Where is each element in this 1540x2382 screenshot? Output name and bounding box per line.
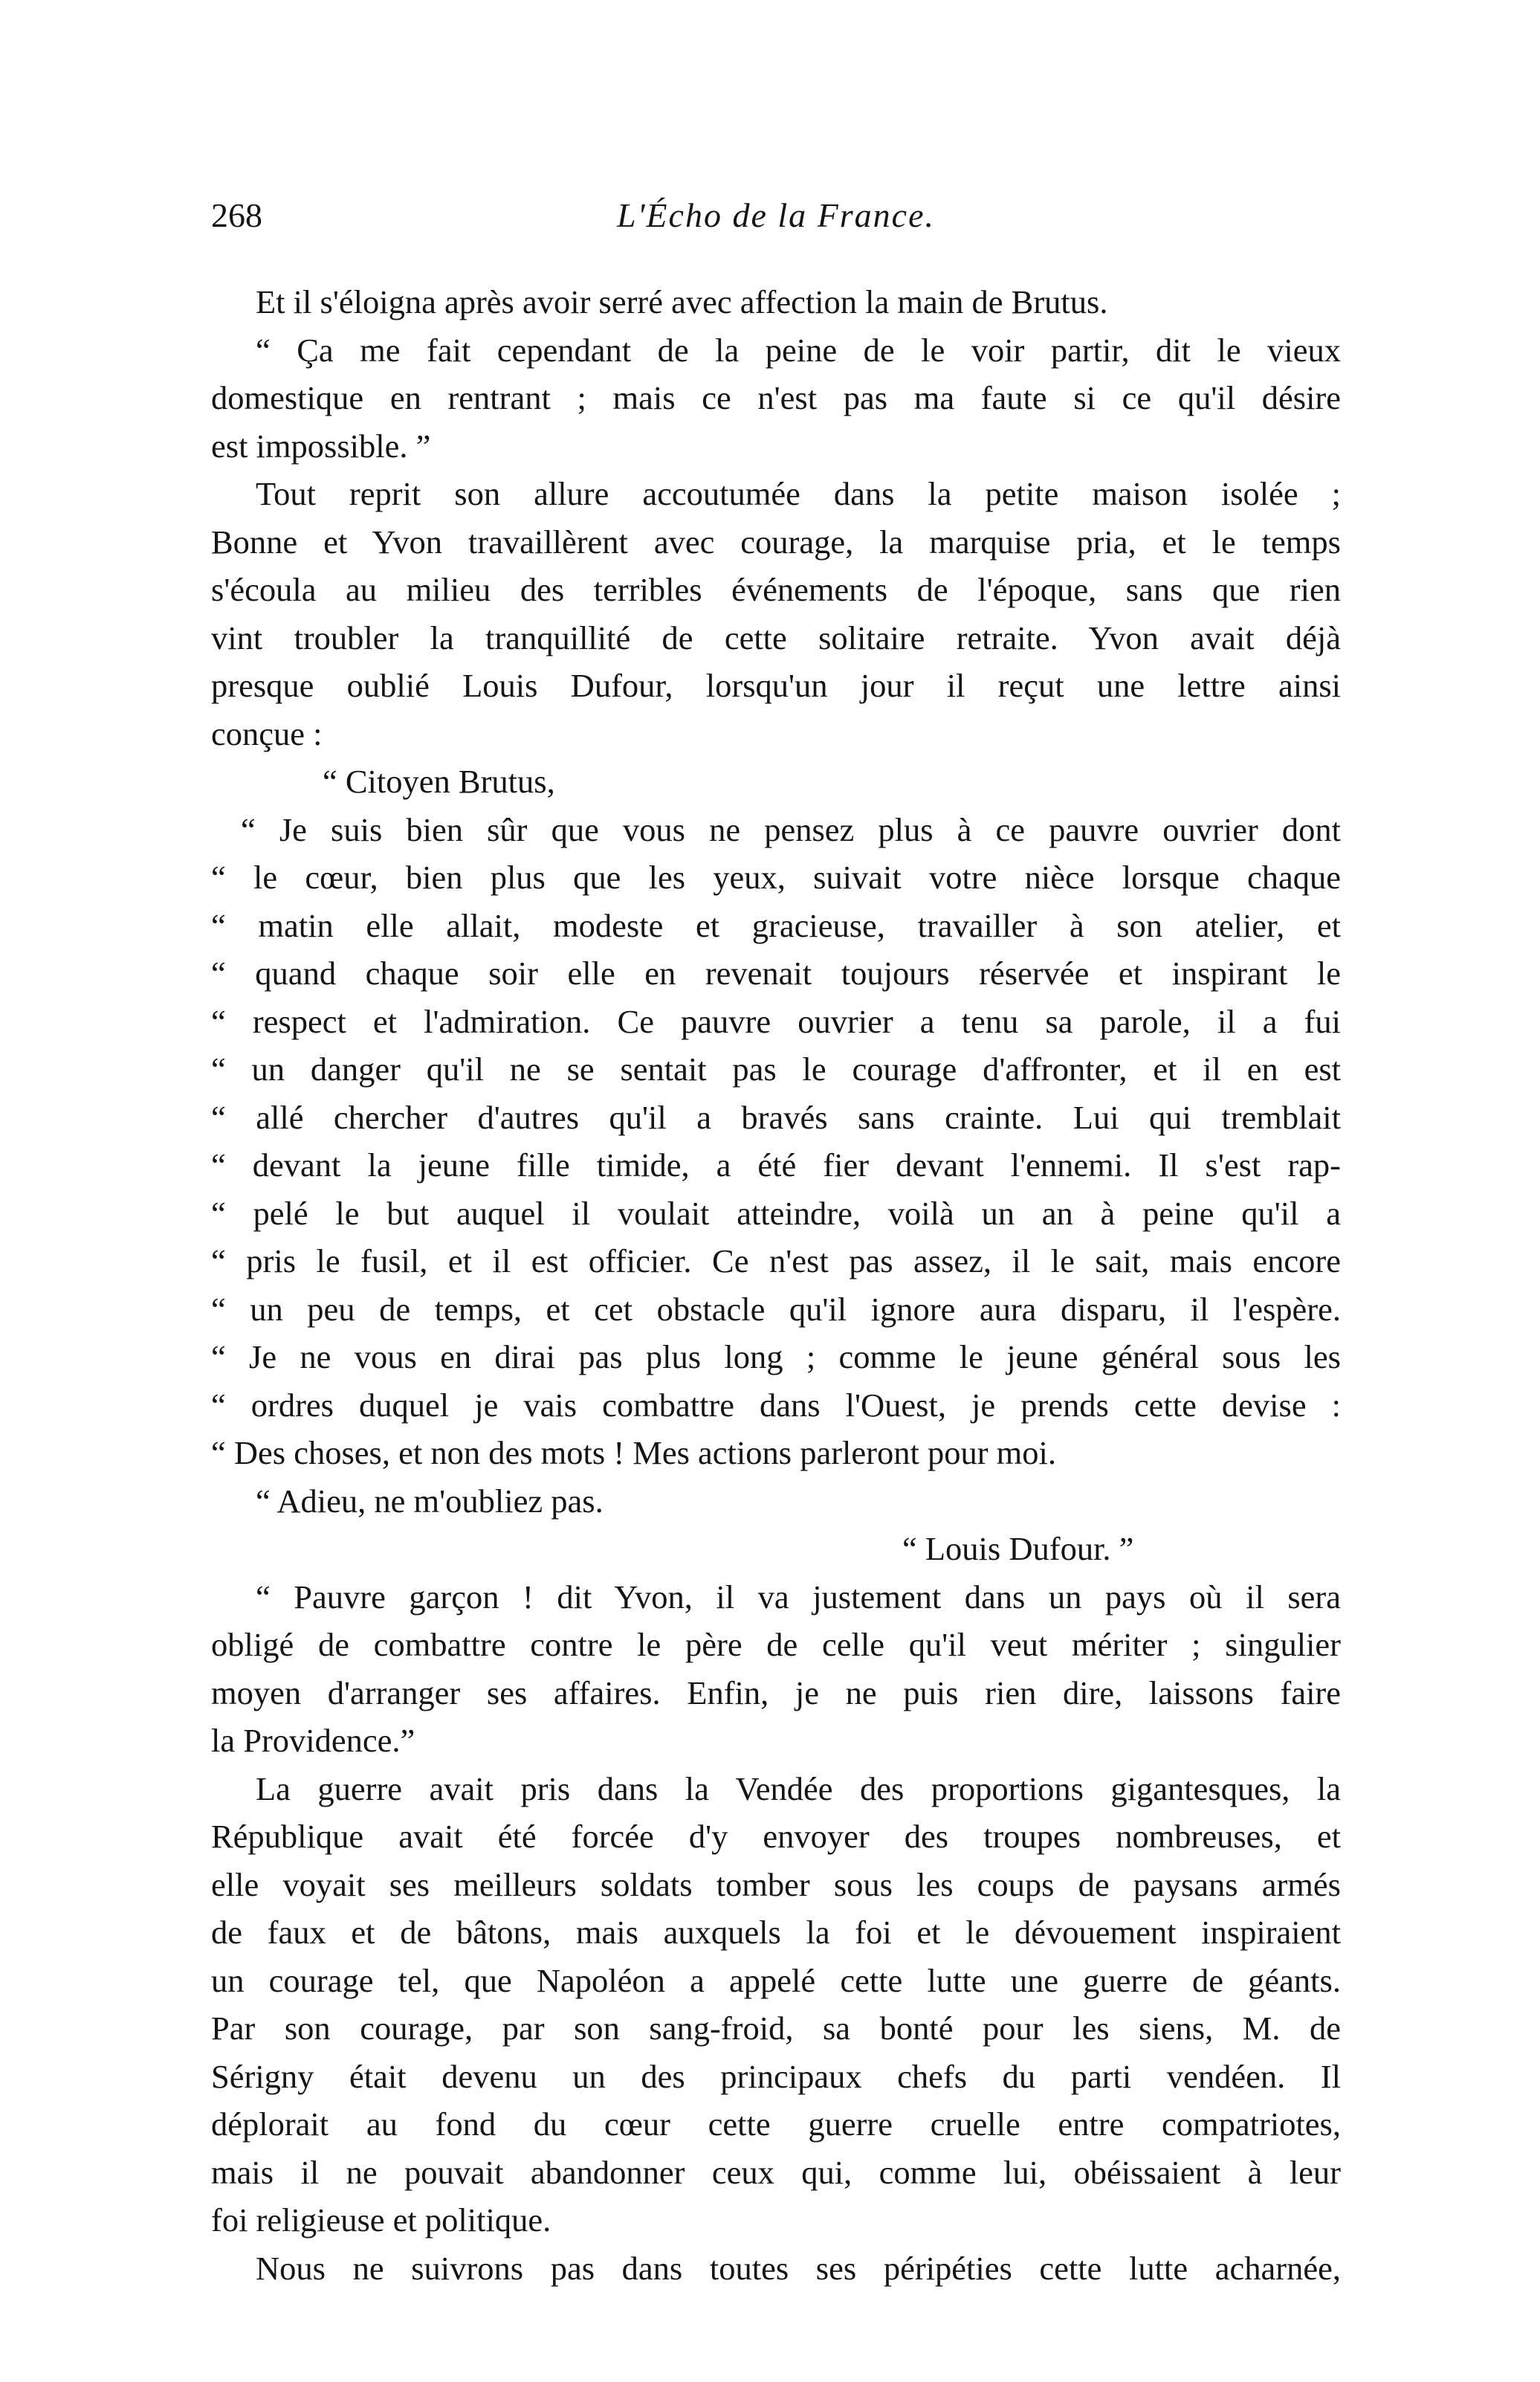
text-line: Nous ne suivrons pas dans toutes ses péripéties cette lutte acharnée, bbox=[256, 2249, 1341, 2287]
letter-line: “ ordres duquel je vais combattre dans l'Ouest, je prends cette devise : bbox=[211, 1386, 1341, 1424]
letter-line: “ matin elle allait, modeste et gracieuse, travailler à son atelier, et bbox=[211, 906, 1341, 944]
text-line: s'écoula au milieu des terribles événements de l'époque, sans que rien bbox=[211, 571, 1341, 608]
text-line: Tout reprit son allure accoutumée dans la petite maison isolée ; bbox=[256, 475, 1341, 512]
letter-line: “ Je ne vous en dirai pas plus long ; comme le jeune général sous les bbox=[211, 1338, 1341, 1375]
text-line: domestique en rentrant ; mais ce n'est pas ma faute si ce qu'il désire bbox=[211, 379, 1341, 416]
letter-line: “ Je suis bien sûr que vous ne pensez plus à ce pauvre ouvrier dont bbox=[241, 810, 1341, 848]
text-line: moyen d'arranger ses affaires. Enfin, je ne puis rien dire, laissons faire bbox=[211, 1673, 1341, 1711]
text-line: Par son courage, par son sang-froid, sa bonté pour les siens, M. de bbox=[211, 2010, 1341, 2047]
text-line: mais il ne pouvait abandonner ceux qui, comme lui, obéissaient à leur bbox=[211, 2153, 1341, 2191]
text-line: foi religieuse et politique. bbox=[211, 2201, 551, 2239]
text-line: “ Ça me fait cependant de la peine de le voir partir, dit le vieux bbox=[256, 331, 1341, 369]
text-line: La guerre avait pris dans la Vendée des proportions gigantesques, la bbox=[256, 1769, 1341, 1807]
text-line: “ Pauvre garçon ! dit Yvon, il va justement dans un pays où il sera bbox=[256, 1578, 1341, 1616]
text-line: est impossible. ” bbox=[211, 427, 431, 465]
letter-line: “ respect et l'admiration. Ce pauvre ouvrier a tenu sa parole, il a fui bbox=[211, 1002, 1341, 1040]
text-line: presque oublié Louis Dufour, lorsqu'un jour il reçut une lettre ainsi bbox=[211, 667, 1341, 704]
text-line: obligé de combattre contre le père de celle qu'il veut mériter ; singulier bbox=[211, 1626, 1341, 1663]
letter-line: “ devant la jeune fille timide, a été fier devant l'ennemi. Il s'est rap- bbox=[211, 1146, 1341, 1184]
letter-line: “ pris le fusil, et il est officier. Ce n'est pas assez, il le sait, mais encore bbox=[211, 1242, 1341, 1279]
text-line: déplorait au fond du cœur cette guerre cruelle entre compatriotes, bbox=[211, 2105, 1341, 2143]
letter-line: “ un peu de temps, et cet obstacle qu'il ignore aura disparu, il l'espère. bbox=[211, 1290, 1341, 1328]
text-line: la Providence.” bbox=[211, 1722, 415, 1759]
letter-line: “ allé chercher d'autres qu'il a bravés sans crainte. Lui qui tremblait bbox=[211, 1098, 1341, 1136]
letter-salutation: “ Citoyen Brutus, bbox=[323, 763, 555, 800]
text-line: elle voyait ses meilleurs soldats tomber sous les coups de paysans armés bbox=[211, 1865, 1341, 1903]
letter-closing: “ Adieu, ne m'oubliez pas. bbox=[256, 1482, 604, 1520]
text-line: vint troubler la tranquillité de cette solitaire retraite. Yvon avait déjà bbox=[211, 619, 1341, 656]
letter-signature: “ Louis Dufour. ” bbox=[902, 1530, 1134, 1567]
text-line: Et il s'éloigna après avoir serré avec affection la main de Brutus. bbox=[256, 283, 1108, 320]
letter-line: “ Des choses, et non des mots ! Mes actions parleront pour moi. bbox=[211, 1434, 1056, 1471]
text-line: Bonne et Yvon travaillèrent avec courage, la marquise pria, et le temps bbox=[211, 523, 1341, 561]
text-line: conçue : bbox=[211, 714, 323, 752]
running-title: L'Écho de la France. bbox=[617, 196, 935, 234]
letter-line: “ pelé le but auquel il voulait atteindre, voilà un an à peine qu'il a bbox=[211, 1194, 1341, 1232]
text-line: République avait été forcée d'y envoyer des troupes nombreuses, et bbox=[211, 1818, 1341, 1855]
letter-line: “ un danger qu'il ne se sentait pas le courage d'affronter, et il en est bbox=[211, 1050, 1341, 1088]
letter-line: “ quand chaque soir elle en revenait toujours réservée et inspirant le bbox=[211, 955, 1341, 992]
page-header bbox=[211, 186, 1341, 245]
page-number: 268 bbox=[211, 196, 262, 234]
text-line: Sérigny était devenu un des principaux chefs du parti vendéen. Il bbox=[211, 2057, 1341, 2095]
text-line: de faux et de bâtons, mais auxquels la foi et le dévouement inspiraient bbox=[211, 1914, 1341, 1951]
text-line: un courage tel, que Napoléon a appelé cette lutte une guerre de géants. bbox=[211, 1961, 1341, 1999]
letter-line: “ le cœur, bien plus que les yeux, suivait votre nièce lorsque chaque bbox=[211, 859, 1341, 896]
body-text bbox=[211, 278, 1341, 2292]
